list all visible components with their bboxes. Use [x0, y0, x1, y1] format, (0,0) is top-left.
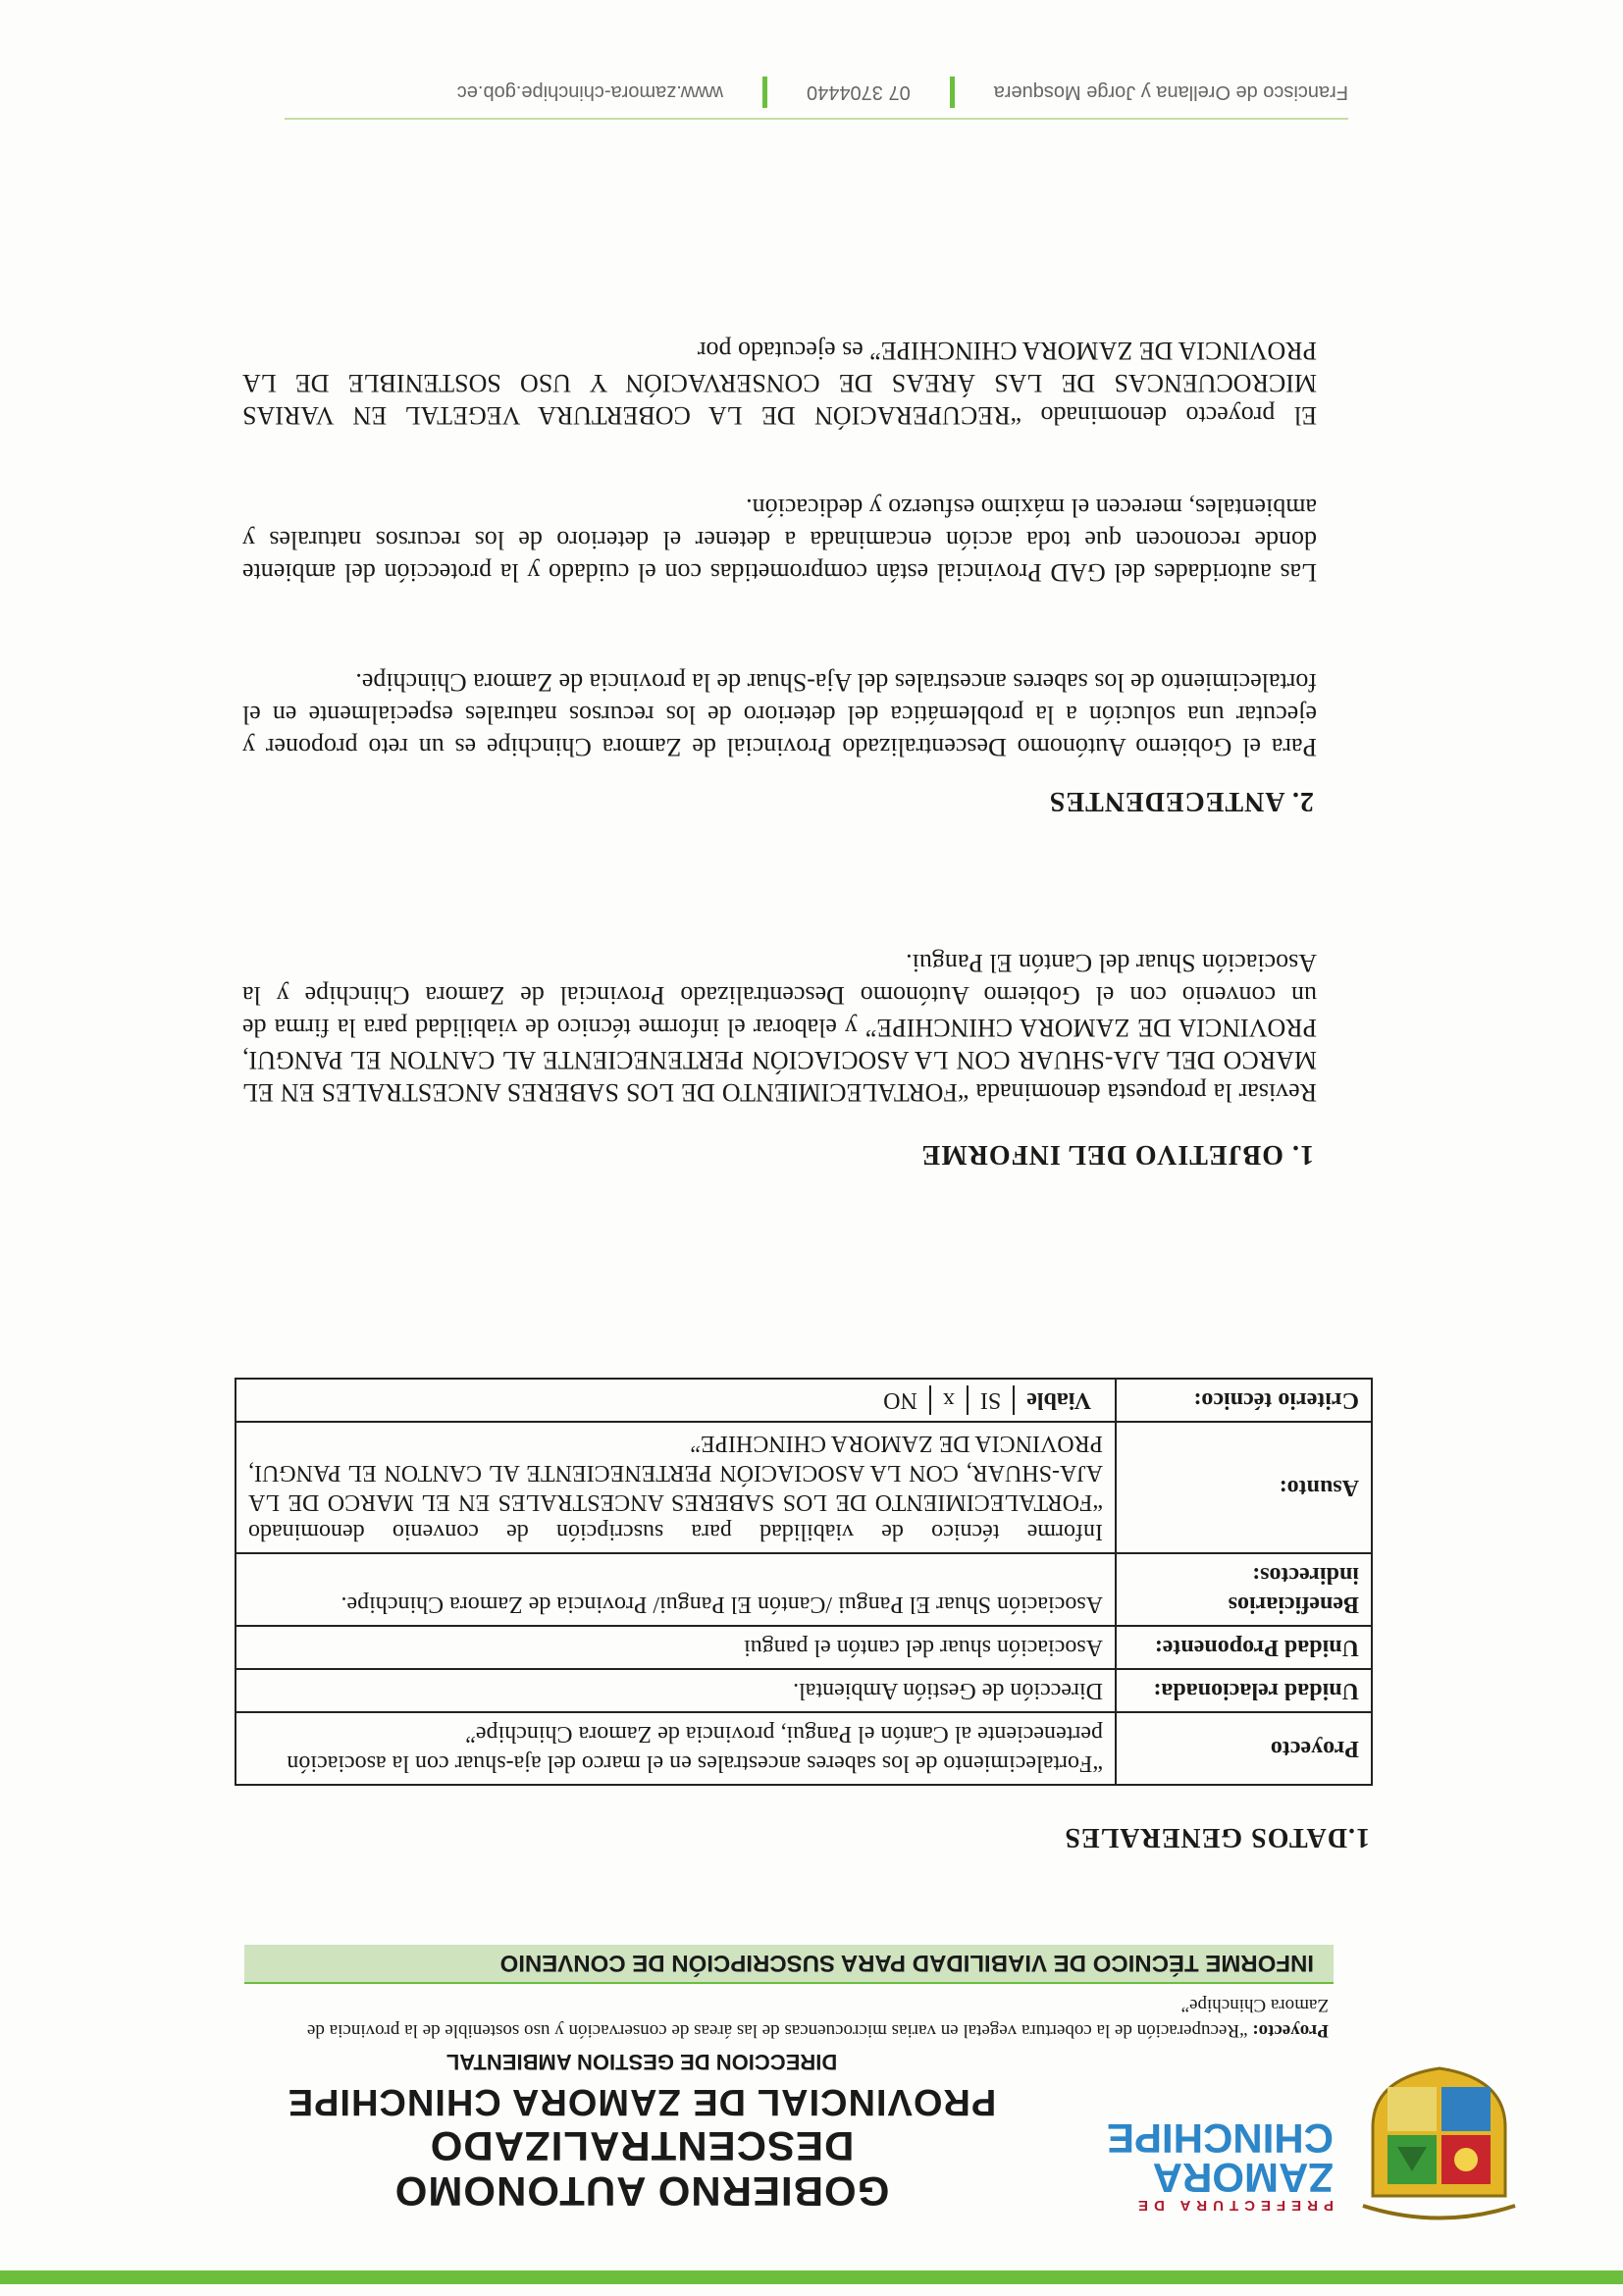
- row-label: Proyecto: [1116, 1712, 1372, 1785]
- row-label: Beneficiarios indirectos:: [1116, 1553, 1372, 1626]
- footer-phone: 07 3704440: [807, 81, 911, 104]
- project-text: “Recuperación de la cobertura vegetal en varias microcuencas de las áreas de conservación y uso sostenible de la provincia de Zamora Chinchipe”: [306, 1995, 1329, 2041]
- section-title-objetivo: 1. OBJETIVO DEL INFORME: [920, 1139, 1314, 1170]
- footer-line: [285, 118, 1348, 120]
- institution-block: [200, 2049, 1083, 2214]
- row-value: Informe técnico de viabilidad para suscripción de convenio denominado “FORTALECIMIENTO DE LOS SABERES ANCESTRALES EN EL MARCO DE LA AJA-SHUAR, CON LA ASOCIACIÓN PERTENECIENTE AL CANTON EL PANGUI, PROVINCIA DE ZAMORA CHINCHIPE”: [236, 1422, 1116, 1553]
- brand-name-2: CHINCHIPE: [1106, 2115, 1334, 2162]
- footer: [269, 77, 1348, 108]
- si-option: SI: [967, 1385, 1013, 1415]
- table-row: [236, 1553, 1372, 1626]
- section-title-antecedentes: 2. ANTECEDENTES: [1048, 786, 1314, 816]
- row-label: Unidad Proponente:: [1116, 1626, 1372, 1669]
- viable-label: Viable: [1013, 1385, 1103, 1415]
- antecedentes-paragraph-3: El proyecto denominado “RECUPERACIÓN DE LA COBERTURA VEGETAL EN VARIAS MICROCUENCAS DE LAS ÁREAS DE CONSERVACIÓN Y USO SOSTENIBLE DE LA PROVINCIA DE ZAMORA CHINCHIPE” es ejecutado por: [242, 337, 1317, 430]
- criterio-label: Criterio técnico:: [1116, 1379, 1372, 1422]
- criterio-cell: [236, 1379, 1116, 1422]
- table-row: [236, 1626, 1372, 1669]
- footer-separator: [950, 77, 955, 108]
- general-data-table: [235, 1378, 1373, 1786]
- table-row: [236, 1712, 1372, 1785]
- section-title-datos: 1.DATOS GENERALES: [1064, 1822, 1370, 1852]
- row-label: Unidad relacionada:: [1116, 1669, 1372, 1712]
- footer-address: Francisco de Orellana y Jorge Mosquera: [993, 81, 1348, 104]
- antecedentes-paragraph-1: Para el Gobierno Autónomo Descentralizado Provincial de Zamora Chinchipe es un reto proponer y ejecutar una solución a la problemática del deterioro de los recursos naturales especialmente en el fortalecimiento de los saberes ancestrales del Aja-Shuar de la provincia de Zamora Chinchipe.: [242, 668, 1317, 761]
- brand-block: [1106, 2115, 1334, 2214]
- brand-name-1: ZAMORA: [1152, 2155, 1334, 2201]
- brand-prefix: PREFECTURA DE: [1132, 2197, 1334, 2214]
- footer-separator: [762, 77, 767, 108]
- footer-website: www.zamora-chinchipe.gob.ec: [456, 81, 724, 104]
- table-row: [236, 1379, 1372, 1422]
- institution-line-2: PROVINCIAL DE ZAMORA CHINCHIPE: [287, 2081, 997, 2122]
- institution-line-1: GOBIERNO AUTONOMO DESCENTRALIZADO: [393, 2123, 890, 2215]
- objetivo-paragraph: Revisar la propuesta denominada “FORTALECIMIENTO DE LOS SABERES ANCESTRALES EN EL MARCO DEL AJA-SHUAR CON LA ASOCIACIÓN PERTENECIENTE AL CANTON EL PANGUI, PROVINCIA DE ZAMORA CHINCHIPE” y elaborar el informe técnico de viabilidad para la firma de un convenio con el Gobierno Autónomo Descentralizado Provincial de Zamora Chinchipe y la Asociación Shuar del Cantón El Pangui.: [242, 949, 1317, 1107]
- no-option: NO: [883, 1387, 917, 1413]
- top-green-line: [0, 2270, 1623, 2284]
- department-line: DIRECCION DE GESTION AMBIENTAL: [445, 2050, 838, 2074]
- antecedentes-paragraph-2: Las autoridades del GAD Provincial están comprometidas con el cuidado y la protección del ambiente donde reconocen que toda acción encaminada a detener el deterioro de los recursos naturales y ambientales, merecen el máximo esfuerzo y dedicación.: [242, 494, 1317, 587]
- coat-of-arms-logo: [1353, 2063, 1525, 2225]
- report-banner: INFORME TÉCNICO DE VIABILIDAD PARA SUSCRIPCIÓN DE CONVENIO: [244, 1945, 1334, 1984]
- row-label: Asunto:: [1116, 1422, 1372, 1553]
- si-mark: x: [929, 1385, 967, 1415]
- row-value: “Fortalecimiento de los saberes ancestrales en el marco del aja-shuar con la asociación perteneciente al Cantón el Pangui, provincia de Zamora Chinchipe”: [236, 1712, 1116, 1785]
- project-label: Proyecto:: [1252, 2020, 1329, 2041]
- row-value: Dirección de Gestión Ambiental.: [236, 1669, 1116, 1712]
- header: [171, 2050, 1544, 2225]
- table-row: [236, 1422, 1372, 1553]
- project-line: [249, 1992, 1329, 2043]
- row-value: Asociación shuar del cantón el pangui: [236, 1626, 1116, 1669]
- table-row: [236, 1669, 1372, 1712]
- row-value: Asociación Shuar El Pangui /Cantón El Pangui/ Provincia de Zamora Chinchipe.: [236, 1553, 1116, 1626]
